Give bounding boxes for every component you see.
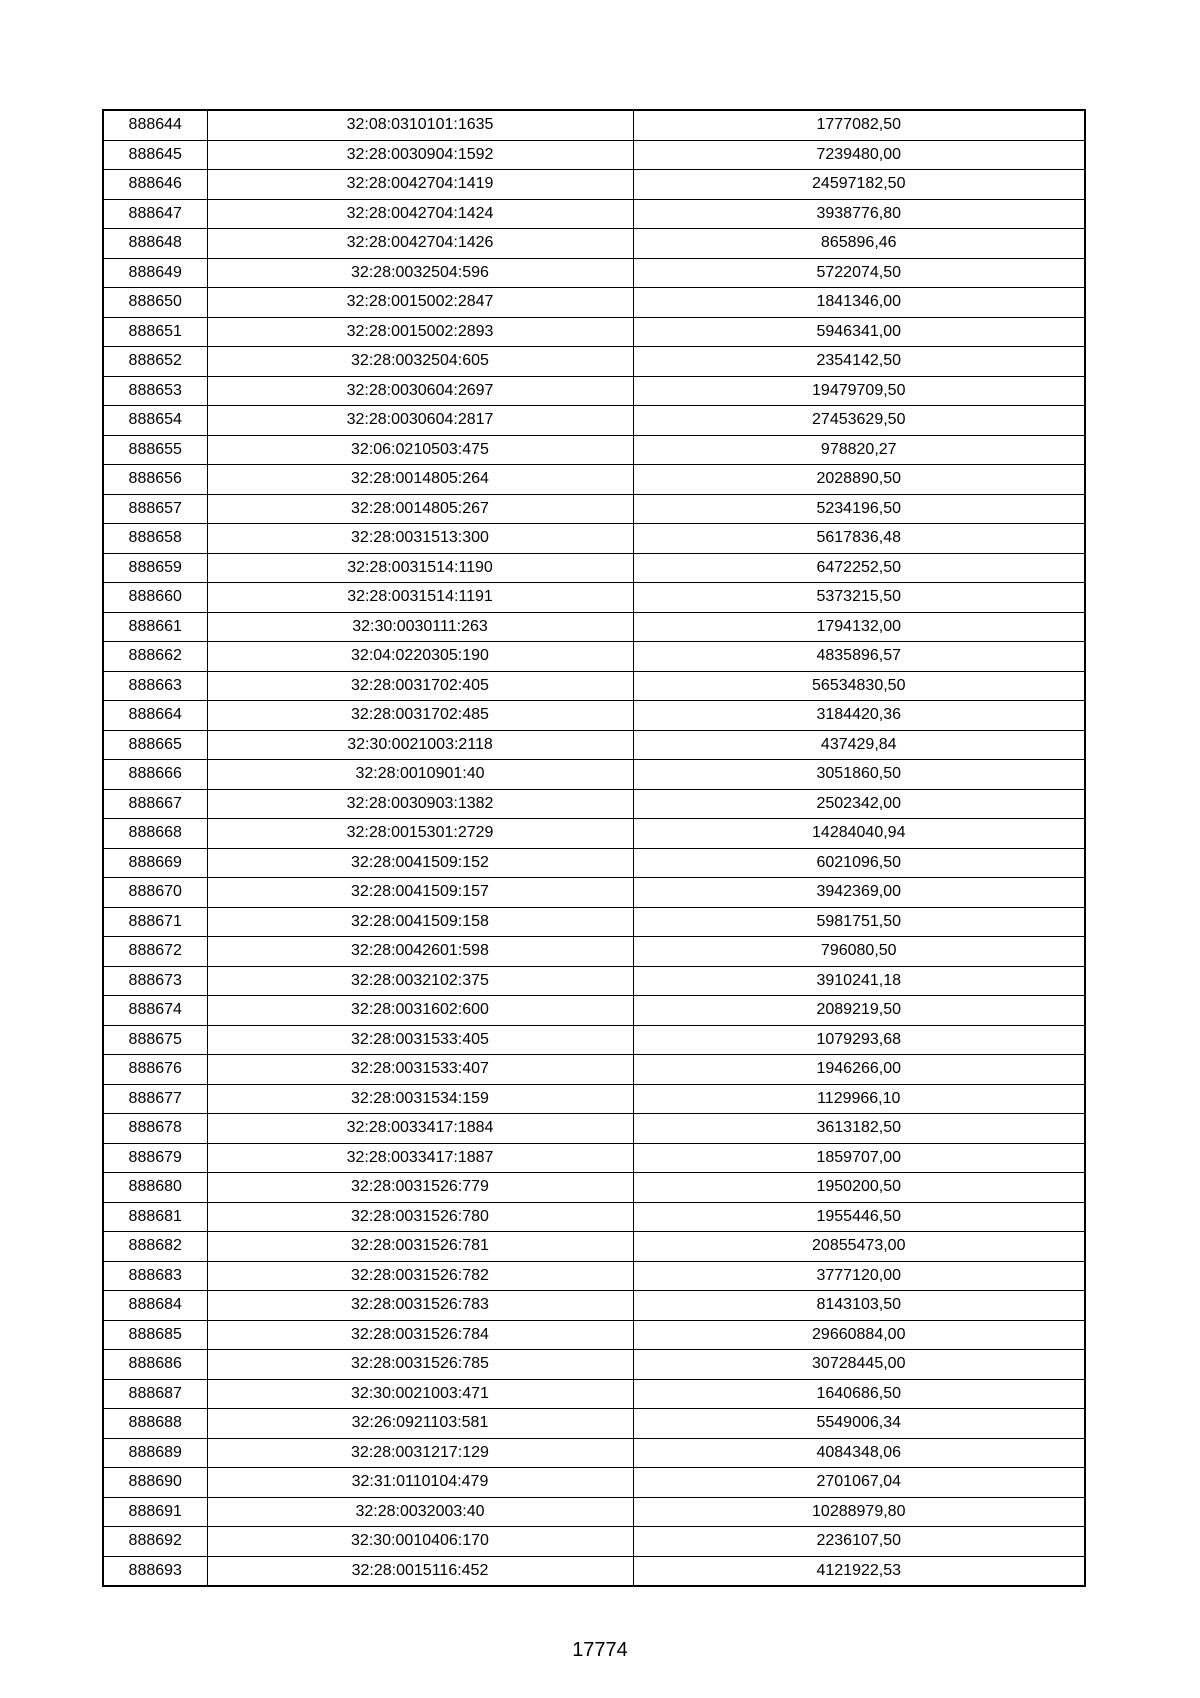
cadastral-number-cell: 32:04:0220305:190 xyxy=(207,642,633,672)
cadastral-number-cell: 32:28:0014805:264 xyxy=(207,465,633,495)
row-number-cell: 888676 xyxy=(103,1055,207,1085)
table-row xyxy=(103,1468,1085,1498)
table-row xyxy=(103,258,1085,288)
value-cell: 10288979,80 xyxy=(633,1497,1085,1527)
table-row xyxy=(103,1084,1085,1114)
value-cell: 4121922,53 xyxy=(633,1556,1085,1586)
row-number-cell: 888679 xyxy=(103,1143,207,1173)
value-cell: 865896,46 xyxy=(633,229,1085,259)
cadastral-number-cell: 32:28:0031533:407 xyxy=(207,1055,633,1085)
cadastral-number-cell: 32:28:0031526:779 xyxy=(207,1173,633,1203)
value-cell: 796080,50 xyxy=(633,937,1085,967)
row-number-cell: 888646 xyxy=(103,170,207,200)
cadastral-value-table xyxy=(102,109,1086,1587)
table-row xyxy=(103,524,1085,554)
value-cell: 5722074,50 xyxy=(633,258,1085,288)
value-cell: 20855473,00 xyxy=(633,1232,1085,1262)
cadastral-number-cell: 32:06:0210503:475 xyxy=(207,435,633,465)
cadastral-number-cell: 32:28:0031513:300 xyxy=(207,524,633,554)
value-cell: 8143103,50 xyxy=(633,1291,1085,1321)
table-row xyxy=(103,996,1085,1026)
table-row xyxy=(103,1173,1085,1203)
value-cell: 437429,84 xyxy=(633,730,1085,760)
table-row xyxy=(103,1143,1085,1173)
table-row xyxy=(103,1202,1085,1232)
row-number-cell: 888685 xyxy=(103,1320,207,1350)
cadastral-number-cell: 32:28:0031534:159 xyxy=(207,1084,633,1114)
value-cell: 4084348,06 xyxy=(633,1438,1085,1468)
row-number-cell: 888677 xyxy=(103,1084,207,1114)
value-cell: 1841346,00 xyxy=(633,288,1085,318)
cadastral-number-cell: 32:26:0921103:581 xyxy=(207,1409,633,1439)
cadastral-number-cell: 32:28:0031526:781 xyxy=(207,1232,633,1262)
row-number-cell: 888689 xyxy=(103,1438,207,1468)
cadastral-number-cell: 32:28:0015002:2847 xyxy=(207,288,633,318)
table-row xyxy=(103,317,1085,347)
table-row xyxy=(103,1114,1085,1144)
row-number-cell: 888669 xyxy=(103,848,207,878)
value-cell: 1640686,50 xyxy=(633,1379,1085,1409)
row-number-cell: 888647 xyxy=(103,199,207,229)
value-cell: 1777082,50 xyxy=(633,110,1085,140)
row-number-cell: 888687 xyxy=(103,1379,207,1409)
cadastral-number-cell: 32:28:0042601:598 xyxy=(207,937,633,967)
cadastral-number-cell: 32:28:0030904:1592 xyxy=(207,140,633,170)
row-number-cell: 888648 xyxy=(103,229,207,259)
value-cell: 24597182,50 xyxy=(633,170,1085,200)
value-cell: 1946266,00 xyxy=(633,1055,1085,1085)
value-cell: 19479709,50 xyxy=(633,376,1085,406)
table-row xyxy=(103,347,1085,377)
value-cell: 3613182,50 xyxy=(633,1114,1085,1144)
cadastral-number-cell: 32:30:0021003:2118 xyxy=(207,730,633,760)
cadastral-number-cell: 32:28:0031526:785 xyxy=(207,1350,633,1380)
cadastral-number-cell: 32:30:0021003:471 xyxy=(207,1379,633,1409)
value-cell: 5946341,00 xyxy=(633,317,1085,347)
table-row xyxy=(103,435,1085,465)
table-row xyxy=(103,1025,1085,1055)
row-number-cell: 888681 xyxy=(103,1202,207,1232)
page-number: 17774 xyxy=(572,1639,628,1661)
table-row xyxy=(103,1055,1085,1085)
value-cell: 2502342,00 xyxy=(633,789,1085,819)
cadastral-number-cell: 32:28:0032102:375 xyxy=(207,966,633,996)
cadastral-number-cell: 32:28:0031526:782 xyxy=(207,1261,633,1291)
table-row xyxy=(103,789,1085,819)
row-number-cell: 888673 xyxy=(103,966,207,996)
row-number-cell: 888665 xyxy=(103,730,207,760)
cadastral-number-cell: 32:28:0010901:40 xyxy=(207,760,633,790)
cadastral-number-cell: 32:28:0031702:405 xyxy=(207,671,633,701)
row-number-cell: 888678 xyxy=(103,1114,207,1144)
table-row xyxy=(103,937,1085,967)
value-cell: 1079293,68 xyxy=(633,1025,1085,1055)
table-row xyxy=(103,1497,1085,1527)
cadastral-number-cell: 32:28:0030604:2697 xyxy=(207,376,633,406)
value-cell: 6021096,50 xyxy=(633,848,1085,878)
table-row xyxy=(103,1291,1085,1321)
row-number-cell: 888658 xyxy=(103,524,207,554)
value-cell: 1129966,10 xyxy=(633,1084,1085,1114)
row-number-cell: 888674 xyxy=(103,996,207,1026)
row-number-cell: 888655 xyxy=(103,435,207,465)
table-row xyxy=(103,878,1085,908)
row-number-cell: 888656 xyxy=(103,465,207,495)
value-cell: 1955446,50 xyxy=(633,1202,1085,1232)
table-row xyxy=(103,701,1085,731)
table-row xyxy=(103,170,1085,200)
value-cell: 2028890,50 xyxy=(633,465,1085,495)
value-cell: 1859707,00 xyxy=(633,1143,1085,1173)
table-row xyxy=(103,642,1085,672)
cadastral-number-cell: 32:28:0031514:1190 xyxy=(207,553,633,583)
cadastral-number-cell: 32:28:0015002:2893 xyxy=(207,317,633,347)
row-number-cell: 888652 xyxy=(103,347,207,377)
table-row xyxy=(103,1350,1085,1380)
value-cell: 4835896,57 xyxy=(633,642,1085,672)
row-number-cell: 888671 xyxy=(103,907,207,937)
table-row xyxy=(103,966,1085,996)
cadastral-number-cell: 32:28:0032504:596 xyxy=(207,258,633,288)
table-row xyxy=(103,730,1085,760)
cadastral-number-cell: 32:28:0031514:1191 xyxy=(207,583,633,613)
value-cell: 5549006,34 xyxy=(633,1409,1085,1439)
cadastral-number-cell: 32:28:0031702:485 xyxy=(207,701,633,731)
row-number-cell: 888683 xyxy=(103,1261,207,1291)
row-number-cell: 888649 xyxy=(103,258,207,288)
value-cell: 5234196,50 xyxy=(633,494,1085,524)
row-number-cell: 888688 xyxy=(103,1409,207,1439)
cadastral-number-cell: 32:28:0031526:780 xyxy=(207,1202,633,1232)
cadastral-number-cell: 32:28:0033417:1887 xyxy=(207,1143,633,1173)
value-cell: 3777120,00 xyxy=(633,1261,1085,1291)
cadastral-number-cell: 32:28:0031526:784 xyxy=(207,1320,633,1350)
row-number-cell: 888691 xyxy=(103,1497,207,1527)
row-number-cell: 888686 xyxy=(103,1350,207,1380)
row-number-cell: 888680 xyxy=(103,1173,207,1203)
row-number-cell: 888670 xyxy=(103,878,207,908)
value-cell: 7239480,00 xyxy=(633,140,1085,170)
cadastral-number-cell: 32:28:0041509:152 xyxy=(207,848,633,878)
value-cell: 27453629,50 xyxy=(633,406,1085,436)
table-row xyxy=(103,760,1085,790)
table-row xyxy=(103,376,1085,406)
table-row xyxy=(103,612,1085,642)
table-row xyxy=(103,110,1085,140)
cadastral-number-cell: 32:28:0032504:605 xyxy=(207,347,633,377)
value-cell: 3942369,00 xyxy=(633,878,1085,908)
value-cell: 29660884,00 xyxy=(633,1320,1085,1350)
cadastral-number-cell: 32:28:0031526:783 xyxy=(207,1291,633,1321)
table-body xyxy=(103,110,1085,1586)
table-row xyxy=(103,140,1085,170)
table-row xyxy=(103,583,1085,613)
table-row xyxy=(103,1438,1085,1468)
value-cell: 2354142,50 xyxy=(633,347,1085,377)
value-cell: 56534830,50 xyxy=(633,671,1085,701)
table-row xyxy=(103,553,1085,583)
row-number-cell: 888672 xyxy=(103,937,207,967)
cadastral-number-cell: 32:28:0042704:1419 xyxy=(207,170,633,200)
table-row xyxy=(103,229,1085,259)
cadastral-number-cell: 32:28:0030604:2817 xyxy=(207,406,633,436)
row-number-cell: 888682 xyxy=(103,1232,207,1262)
value-cell: 2236107,50 xyxy=(633,1527,1085,1557)
cadastral-number-cell: 32:28:0031217:129 xyxy=(207,1438,633,1468)
value-cell: 978820,27 xyxy=(633,435,1085,465)
row-number-cell: 888664 xyxy=(103,701,207,731)
cadastral-number-cell: 32:28:0031602:600 xyxy=(207,996,633,1026)
row-number-cell: 888666 xyxy=(103,760,207,790)
row-number-cell: 888660 xyxy=(103,583,207,613)
table-row xyxy=(103,1556,1085,1586)
cadastral-number-cell: 32:28:0032003:40 xyxy=(207,1497,633,1527)
table-row xyxy=(103,494,1085,524)
value-cell: 30728445,00 xyxy=(633,1350,1085,1380)
row-number-cell: 888661 xyxy=(103,612,207,642)
row-number-cell: 888651 xyxy=(103,317,207,347)
cadastral-number-cell: 32:28:0015116:452 xyxy=(207,1556,633,1586)
row-number-cell: 888693 xyxy=(103,1556,207,1586)
row-number-cell: 888690 xyxy=(103,1468,207,1498)
value-cell: 5617836,48 xyxy=(633,524,1085,554)
cadastral-number-cell: 32:28:0042704:1426 xyxy=(207,229,633,259)
value-cell: 6472252,50 xyxy=(633,553,1085,583)
table-row xyxy=(103,288,1085,318)
cadastral-number-cell: 32:28:0041509:157 xyxy=(207,878,633,908)
table-row xyxy=(103,819,1085,849)
row-number-cell: 888659 xyxy=(103,553,207,583)
cadastral-number-cell: 32:28:0031533:405 xyxy=(207,1025,633,1055)
table-row xyxy=(103,199,1085,229)
table-row xyxy=(103,1379,1085,1409)
table-row xyxy=(103,1232,1085,1262)
cadastral-number-cell: 32:28:0014805:267 xyxy=(207,494,633,524)
row-number-cell: 888657 xyxy=(103,494,207,524)
row-number-cell: 888644 xyxy=(103,110,207,140)
value-cell: 5981751,50 xyxy=(633,907,1085,937)
row-number-cell: 888663 xyxy=(103,671,207,701)
table-row xyxy=(103,465,1085,495)
table-row xyxy=(103,671,1085,701)
row-number-cell: 888675 xyxy=(103,1025,207,1055)
cadastral-number-cell: 32:28:0041509:158 xyxy=(207,907,633,937)
cadastral-number-cell: 32:28:0015301:2729 xyxy=(207,819,633,849)
value-cell: 3051860,50 xyxy=(633,760,1085,790)
value-cell: 3910241,18 xyxy=(633,966,1085,996)
value-cell: 1950200,50 xyxy=(633,1173,1085,1203)
cadastral-number-cell: 32:28:0030903:1382 xyxy=(207,789,633,819)
cadastral-number-cell: 32:28:0042704:1424 xyxy=(207,199,633,229)
table-row xyxy=(103,406,1085,436)
row-number-cell: 888645 xyxy=(103,140,207,170)
row-number-cell: 888667 xyxy=(103,789,207,819)
table-row xyxy=(103,1527,1085,1557)
value-cell: 5373215,50 xyxy=(633,583,1085,613)
row-number-cell: 888653 xyxy=(103,376,207,406)
value-cell: 1794132,00 xyxy=(633,612,1085,642)
row-number-cell: 888684 xyxy=(103,1291,207,1321)
row-number-cell: 888662 xyxy=(103,642,207,672)
value-cell: 2701067,04 xyxy=(633,1468,1085,1498)
table-row xyxy=(103,907,1085,937)
row-number-cell: 888650 xyxy=(103,288,207,318)
table-row xyxy=(103,1409,1085,1439)
cadastral-number-cell: 32:30:0030111:263 xyxy=(207,612,633,642)
cadastral-number-cell: 32:08:0310101:1635 xyxy=(207,110,633,140)
value-cell: 14284040,94 xyxy=(633,819,1085,849)
row-number-cell: 888668 xyxy=(103,819,207,849)
table-row xyxy=(103,1320,1085,1350)
value-cell: 3938776,80 xyxy=(633,199,1085,229)
value-cell: 3184420,36 xyxy=(633,701,1085,731)
row-number-cell: 888654 xyxy=(103,406,207,436)
cadastral-number-cell: 32:28:0033417:1884 xyxy=(207,1114,633,1144)
value-cell: 2089219,50 xyxy=(633,996,1085,1026)
row-number-cell: 888692 xyxy=(103,1527,207,1557)
cadastral-number-cell: 32:30:0010406:170 xyxy=(207,1527,633,1557)
cadastral-number-cell: 32:31:0110104:479 xyxy=(207,1468,633,1498)
table-row xyxy=(103,1261,1085,1291)
table-row xyxy=(103,848,1085,878)
